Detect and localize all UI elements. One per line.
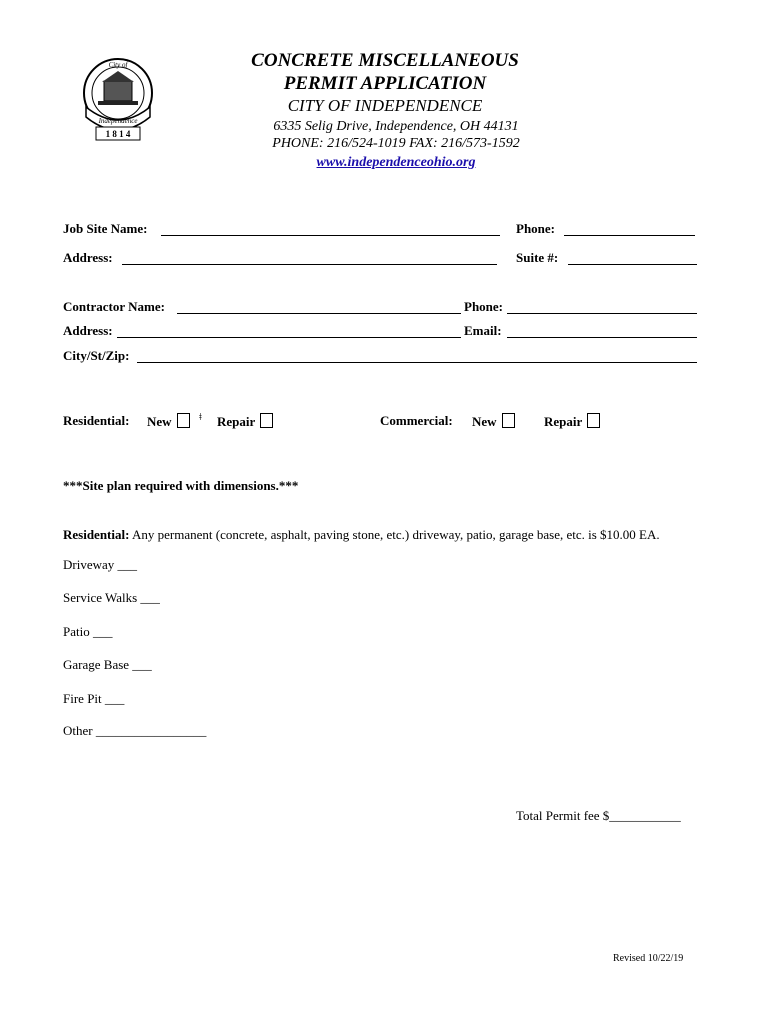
contractor-phone-label: Phone:: [464, 299, 503, 314]
fee-item-patio[interactable]: Patio ___: [63, 624, 113, 639]
fee-item-service-walks[interactable]: Service Walks ___: [63, 590, 160, 605]
job-site-address-field[interactable]: [122, 264, 497, 265]
fee-item-garage-base[interactable]: Garage Base ___: [63, 657, 152, 672]
job-site-name-field[interactable]: [161, 235, 500, 236]
residential-fee-label: Residential:: [63, 527, 130, 542]
residential-new-option: [147, 413, 190, 430]
form-title-line1: CONCRETE MISCELLANEOUS: [251, 50, 519, 71]
residential-repair-checkbox[interactable]: [260, 413, 273, 428]
contractor-email-field[interactable]: [507, 337, 697, 338]
job-site-phone-label: Phone:: [516, 221, 555, 236]
city-website-link[interactable]: www.independenceohio.org: [316, 155, 476, 170]
contractor-address-label: Address:: [63, 323, 113, 338]
contractor-email-label: Email:: [464, 323, 502, 338]
total-permit-fee[interactable]: Total Permit fee $___________: [516, 808, 681, 823]
job-site-address-label: Address:: [63, 250, 113, 265]
job-site-suite-field[interactable]: [568, 264, 697, 265]
svg-text:City of: City of: [108, 61, 128, 69]
job-site-phone-field[interactable]: [564, 235, 695, 236]
commercial-repair-label: Repair: [544, 414, 583, 429]
city-phone-fax: PHONE: 216/524-1019 FAX: 216/573-1592: [272, 136, 520, 151]
city-website-wrap: [180, 154, 612, 171]
commercial-type-label: Commercial:: [380, 413, 453, 428]
contractor-name-label: Contractor Name:: [63, 299, 165, 314]
residential-repair-option: [217, 413, 273, 430]
residential-new-label: New: [147, 414, 172, 429]
svg-text:Independence: Independence: [98, 117, 138, 125]
city-seal-logo: [80, 55, 156, 143]
residential-repair-label: Repair: [217, 414, 256, 429]
svg-text:1 8 1 4: 1 8 1 4: [105, 129, 131, 139]
fee-item-other[interactable]: Other _________________: [63, 723, 207, 738]
commercial-new-label: New: [472, 414, 497, 429]
revised-date: Revised 10/22/19: [613, 953, 684, 964]
commercial-new-checkbox[interactable]: [502, 413, 515, 428]
site-plan-note: ***Site plan required with dimensions.***: [63, 478, 299, 493]
commercial-repair-checkbox[interactable]: [587, 413, 600, 428]
residential-fee-description: [63, 527, 660, 543]
job-site-name-label: Job Site Name:: [63, 221, 148, 236]
residential-new-checkbox[interactable]: [177, 413, 190, 428]
contractor-citystzip-label: City/St/Zip:: [63, 348, 130, 363]
contractor-phone-field[interactable]: [507, 313, 697, 314]
contractor-citystzip-field[interactable]: [137, 362, 697, 363]
contractor-name-field[interactable]: [177, 313, 461, 314]
commercial-new-option: [472, 413, 515, 430]
residential-fee-text: Any permanent (concrete, asphalt, paving stone, etc.) driveway, patio, garage base, etc. is $10.00 EA.: [132, 527, 660, 542]
form-title-line2: PERMIT APPLICATION: [283, 73, 487, 94]
commercial-repair-option: [544, 413, 600, 430]
city-name: CITY OF INDEPENDENCE: [287, 96, 483, 115]
contractor-address-field[interactable]: [117, 337, 461, 338]
fee-item-fire-pit[interactable]: Fire Pit ___: [63, 691, 125, 706]
job-site-suite-label: Suite #:: [516, 250, 559, 265]
fee-item-driveway[interactable]: Driveway ___: [63, 557, 138, 572]
city-address: 6335 Selig Drive, Independence, OH 44131: [273, 119, 519, 134]
residential-type-label: Residential:: [63, 413, 130, 428]
stray-mark: ǂ: [199, 411, 202, 423]
